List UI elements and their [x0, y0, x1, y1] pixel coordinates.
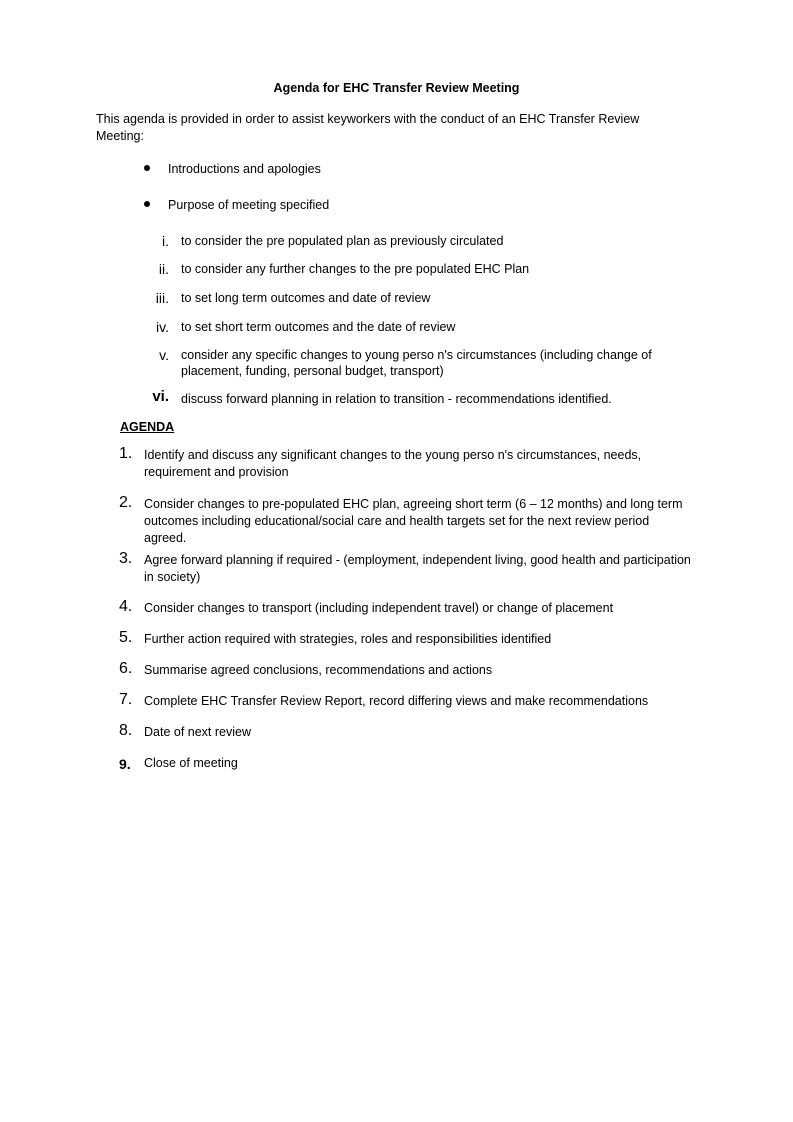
- agenda-text: Date of next review: [144, 725, 251, 739]
- agenda-number: 9.: [119, 756, 131, 772]
- purpose-number: i.: [162, 233, 169, 249]
- agenda-text: Complete EHC Transfer Review Report, record differing views and make recommendations: [144, 694, 649, 708]
- purpose-text: to consider any further changes to the pre populated EHC Plan: [181, 262, 530, 276]
- agenda-text: Summarise agreed conclusions, recommendations and actions: [144, 663, 493, 677]
- agenda-text: Consider changes to transport (including independent travel) or change of placement: [144, 601, 614, 615]
- purpose-text: to set short term outcomes and the date of review: [181, 320, 456, 334]
- agenda-number: 4.: [119, 598, 133, 615]
- purpose-number: vi.: [152, 388, 169, 405]
- purpose-text: to set long term outcomes and date of review: [181, 291, 431, 305]
- bullet-icon: [144, 201, 150, 207]
- intro-paragraph: This agenda is provided in order to assist keyworkers with the conduct of an EHC Transfer Review Meeting:: [96, 112, 640, 143]
- agenda-text: Agree forward planning if required - (employment, independent living, good health and participation in society): [144, 553, 691, 584]
- agenda-text: Identify and discuss any significant changes to the young perso n's circumstances, needs, requirement and provision: [144, 448, 642, 479]
- agenda-number: 8.: [119, 722, 133, 739]
- agenda-text: Consider changes to pre-populated EHC plan, agreeing short term (6 – 12 months) and long term outcomes including educational/social care and health targets set for the next review period agreed.: [144, 497, 683, 545]
- purpose-text: to consider the pre populated plan as previously circulated: [181, 234, 504, 248]
- agenda-number: 6.: [119, 660, 133, 677]
- agenda-number: 7.: [119, 691, 133, 708]
- agenda-text: Close of meeting: [144, 756, 238, 770]
- purpose-number: ii.: [158, 261, 169, 277]
- agenda-heading: AGENDA: [120, 420, 175, 434]
- purpose-number: iv.: [156, 319, 169, 335]
- bullet-text: Introductions and apologies: [168, 162, 321, 176]
- agenda-number: 3.: [119, 550, 133, 567]
- purpose-text: consider any specific changes to young perso n's circumstances (including change of placement, funding, personal budget, transport): [181, 348, 652, 378]
- purpose-number: v.: [159, 347, 169, 363]
- agenda-number: 1.: [119, 445, 133, 462]
- bullet-text: Purpose of meeting specified: [168, 198, 330, 212]
- purpose-text: discuss forward planning in relation to transition - recommendations identified.: [181, 392, 612, 406]
- agenda-text: Further action required with strategies, roles and responsibilities identified: [144, 632, 552, 646]
- document-title: Agenda for EHC Transfer Review Meeting: [273, 81, 520, 95]
- bullet-icon: [144, 165, 150, 171]
- agenda-number: 5.: [119, 629, 133, 646]
- agenda-number: 2.: [119, 494, 133, 511]
- purpose-number: iii.: [155, 290, 169, 306]
